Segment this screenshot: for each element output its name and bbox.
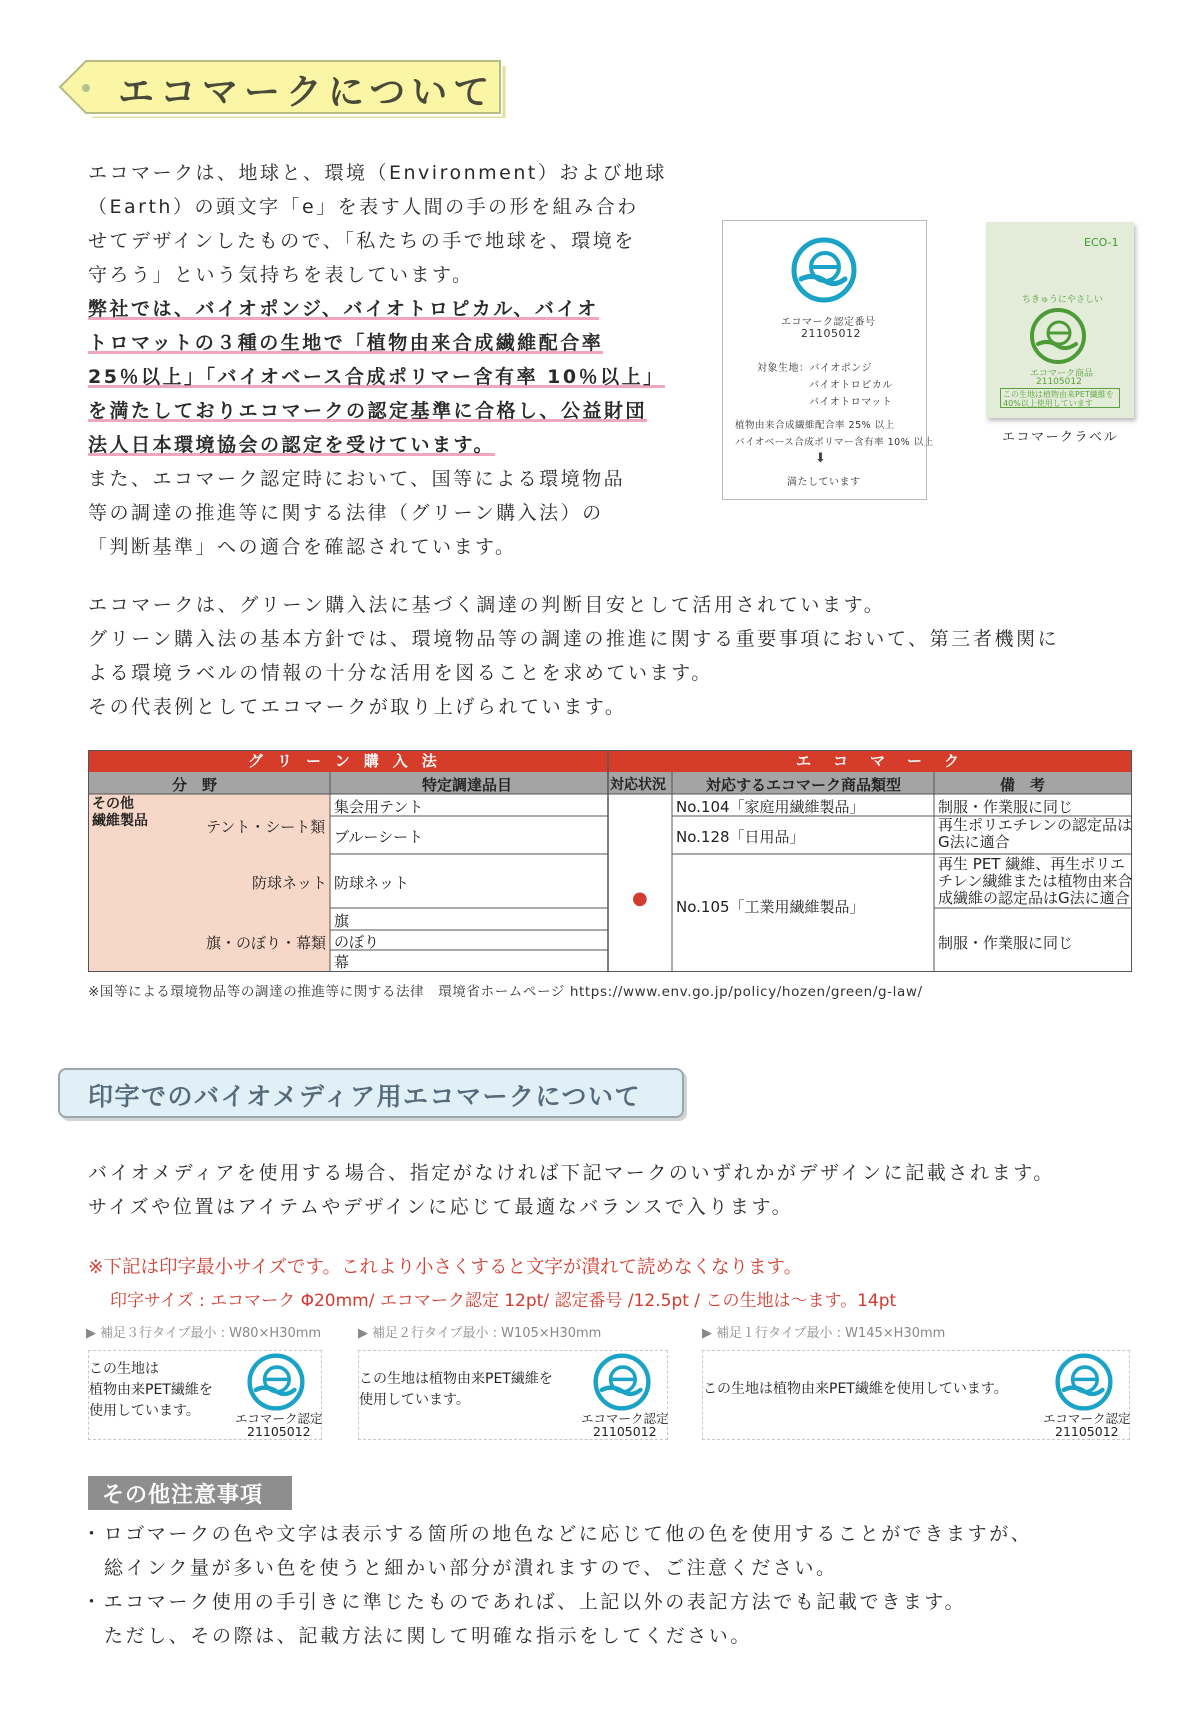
section3-header xyxy=(88,1476,292,1510)
label-ecomark-icon xyxy=(1026,306,1090,366)
intro-line: （Earth）の頭文字「e」を表す人間の手の形を組み合わ xyxy=(88,196,639,218)
remark-cell: G法に適合 xyxy=(938,833,1010,851)
label-code: ECO-1 xyxy=(1084,236,1119,249)
th-type: 対応するエコマーク商品類型 xyxy=(706,776,902,794)
category-label: その他 繊維製品 xyxy=(92,796,148,829)
th-remarks: 備 考 xyxy=(1000,776,1046,794)
section2-text xyxy=(88,1156,1055,1224)
fabric-label-image xyxy=(986,222,1134,418)
green-purchase-table xyxy=(88,750,1132,972)
note-line: ただし、その際は、記載方法に関して明確な指示をしてください。 xyxy=(104,1625,753,1647)
bold-line xyxy=(88,292,678,326)
mark-label: エコマーク認定 xyxy=(1043,1411,1131,1426)
label-note-1: この生地は植物由来PET繊維を xyxy=(1003,390,1114,399)
mark-label: エコマーク認定 xyxy=(235,1411,323,1426)
para-line: エコマークは、グリーン購入法に基づく調達の判断目安として活用されています。 xyxy=(88,594,886,616)
cert-target-3: バイオトロマット xyxy=(809,397,893,408)
highlight-text: を満たしておりエコマークの認定基準に合格し、公益財団 xyxy=(88,400,648,422)
print-size-warning: ※下記は印字最小サイズです。これより小さくすると文字が潰れて読めなくなります。 xyxy=(88,1257,803,1278)
section2-title: 印字でのバイオメディア用エコマークについて xyxy=(88,1082,642,1111)
th-field: 分 野 xyxy=(172,776,218,794)
item-cell: 防球ネット xyxy=(334,874,410,892)
intro-line: エコマークは、地球と、環境（Environment）および地球 xyxy=(88,162,667,184)
table-footnote: ※国等による環境物品等の調達の推進等に関する法律 環境省ホームページ https://www.env.go.jp/policy/hozen/green/g-law/ xyxy=(88,984,923,1000)
type-cell: No.104「家庭用繊維製品」 xyxy=(676,798,865,816)
intro-line: また、エコマーク認定時において、国等による環境物品 xyxy=(88,468,626,490)
remark-cell: 再生 PET 繊維、再生ポリエ xyxy=(938,855,1125,873)
variant-text-line: 植物由来PET繊維を xyxy=(89,1382,213,1398)
variant-text-line: 使用しています。 xyxy=(89,1403,200,1419)
label-number: 21105012 xyxy=(1036,377,1082,387)
intro-line: 等の調達の推進等に関する法律（グリーン購入法）の xyxy=(88,502,604,524)
para-line: バイオメディアを使用する場合、指定がなければ下記マークのいずれかがデザインに記載されます。 xyxy=(88,1162,1055,1184)
cert-number: 21105012 xyxy=(801,327,861,340)
variant-caption: ▶ 補足１行タイプ最小 : W145×H30mm xyxy=(702,1326,946,1341)
bold-line xyxy=(88,394,678,428)
note-line: ・ロゴマークの色や文字は表示する箇所の地色などに応じて他の色を使用することができますが、 xyxy=(82,1523,1033,1545)
variant-caption: ▶ 補足３行タイプ最小 : W80×H30mm xyxy=(86,1326,322,1341)
intro-text xyxy=(88,156,678,564)
cert-req-2: バイオベース合成ポリマー含有率 10% 以上 xyxy=(735,437,934,448)
title-dot-icon xyxy=(82,84,90,92)
para-line: グリーン購入法の基本方針では、環境物品等の調達の推進に関する重要事項において、第三者機関に xyxy=(88,628,1060,650)
highlight-text: 弊社では、バイオポンジ、バイオトロピカル、バイオ xyxy=(88,298,599,320)
ecomark-logo-icon xyxy=(791,237,857,303)
table-group-left: グリーン購入法 xyxy=(248,752,451,770)
sub-net: 防球ネット xyxy=(252,874,328,892)
mark-number: 21105012 xyxy=(1055,1424,1119,1439)
down-arrow-icon: ⬇ xyxy=(815,451,827,466)
ecomark-logo-icon xyxy=(593,1353,651,1411)
section2-header xyxy=(58,1068,684,1118)
remark-cell: チレン繊維または植物由来合 xyxy=(938,872,1133,890)
item-cell: 集会用テント xyxy=(334,798,424,816)
green-purchase-text xyxy=(88,588,1138,724)
variant-caption: ▶ 補足２行タイプ最小 : W105×H30mm xyxy=(358,1326,602,1341)
cert-req-1: 植物由来合成繊維配合率 25% 以上 xyxy=(735,420,895,431)
variant-text xyxy=(703,1379,1008,1400)
variant-text-line: この生地は xyxy=(89,1361,159,1377)
notes-list xyxy=(82,1517,1032,1653)
item-cell: のぼり xyxy=(334,933,380,951)
variant-text-line: この生地は植物由来PET繊維を xyxy=(359,1371,553,1387)
variant-text xyxy=(89,1359,213,1422)
variant-text-line: この生地は植物由来PET繊維を使用しています。 xyxy=(703,1381,1008,1397)
ecomark-logo-icon xyxy=(247,1353,305,1411)
variant-text xyxy=(359,1369,553,1411)
variant-box-3line xyxy=(88,1350,322,1440)
para-line: その代表例としてエコマークが取り上げられています。 xyxy=(88,696,627,718)
bold-line xyxy=(88,360,678,394)
mark-label: エコマーク認定 xyxy=(581,1411,669,1426)
intro-line: 「判断基準」への適合を確認されています。 xyxy=(88,536,517,558)
table-group-right: エコマーク xyxy=(796,752,982,770)
variant-box-1line xyxy=(702,1350,1130,1440)
label-tagline: ちきゅうにやさしい xyxy=(1022,295,1104,305)
type-cell: No.128「日用品」 xyxy=(676,828,805,846)
th-status: 対応状況 xyxy=(610,777,666,793)
remark-cell: 制服・作業服に同じ xyxy=(938,798,1074,816)
type-cell: No.105「工業用繊維製品」 xyxy=(676,898,865,916)
cert-number-label: エコマーク認定番号 xyxy=(781,317,876,328)
variant-box-2line xyxy=(358,1350,668,1440)
label-caption: エコマークラベル xyxy=(1002,430,1119,445)
highlight-text: 25％以上」「バイオベース合成ポリマー含有率 10％以上」 xyxy=(88,366,665,388)
note-line: ・エコマーク使用の手引きに準じたものであれば、上記以外の表記方法でも記載できます。 xyxy=(82,1591,967,1613)
print-size-spec: 印字サイズ : エコマーク Φ20mm/ エコマーク認定 12pt/ 認定番号 /12.5pt / この生地は～ます。14pt xyxy=(110,1291,897,1311)
item-cell: ブルーシート xyxy=(334,828,424,846)
sub-flag: 旗・のぼり・幕類 xyxy=(206,934,327,952)
cert-target-2: バイオトロピカル xyxy=(809,380,893,391)
item-cell: 幕 xyxy=(334,953,350,971)
section-title-ecomark xyxy=(56,58,506,118)
label-note-2: 40%以上使用しています xyxy=(1003,399,1093,408)
intro-line: 守ろう」という気持ちを表しています。 xyxy=(88,264,474,286)
remark-cell: 成繊維の認定品はG法に適合 xyxy=(938,889,1130,907)
th-item: 特定調達品目 xyxy=(422,776,513,794)
intro-line: せてデザインしたもので、「私たちの手で地球を、環境を xyxy=(88,230,636,252)
highlight-text: トロマットの３種の生地で「植物由来合成繊維配合率 xyxy=(88,332,604,354)
ecomark-logo-icon xyxy=(1055,1353,1113,1411)
section1-title: エコマークについて xyxy=(118,72,496,113)
note-line: 総インク量が多い色を使うと細かい部分が潰れますので、ご注意ください。 xyxy=(104,1557,838,1579)
variant-text-line: 使用しています。 xyxy=(359,1392,470,1408)
status-dot-icon: ● xyxy=(632,888,648,909)
bold-line xyxy=(88,326,678,360)
cert-conclusion: 満たしています xyxy=(787,477,861,488)
certificate-card xyxy=(722,220,934,500)
cert-target: 対象生地：バイオポンジ xyxy=(757,363,872,374)
label-mark-name: エコマーク商品 xyxy=(1030,369,1094,379)
label-note-box xyxy=(1000,388,1120,408)
section3-title: その他注意事項 xyxy=(102,1483,264,1508)
mark-number: 21105012 xyxy=(593,1424,657,1439)
para-line: サイズや位置はアイテムやデザインに応じて最適なバランスで入ります。 xyxy=(88,1196,794,1218)
bold-line xyxy=(88,428,678,462)
remark-cell: 制服・作業服に同じ xyxy=(938,934,1074,952)
sub-tent: テント・シート類 xyxy=(206,818,326,836)
mark-number: 21105012 xyxy=(247,1424,311,1439)
remark-cell: 再生ポリエチレンの認定品は xyxy=(938,816,1133,834)
highlight-text: 法人日本環境協会の認定を受けています。 xyxy=(88,434,495,456)
para-line: よる環境ラベルの情報の十分な活用を図ることを求めています。 xyxy=(88,662,713,684)
item-cell: 旗 xyxy=(334,912,350,930)
